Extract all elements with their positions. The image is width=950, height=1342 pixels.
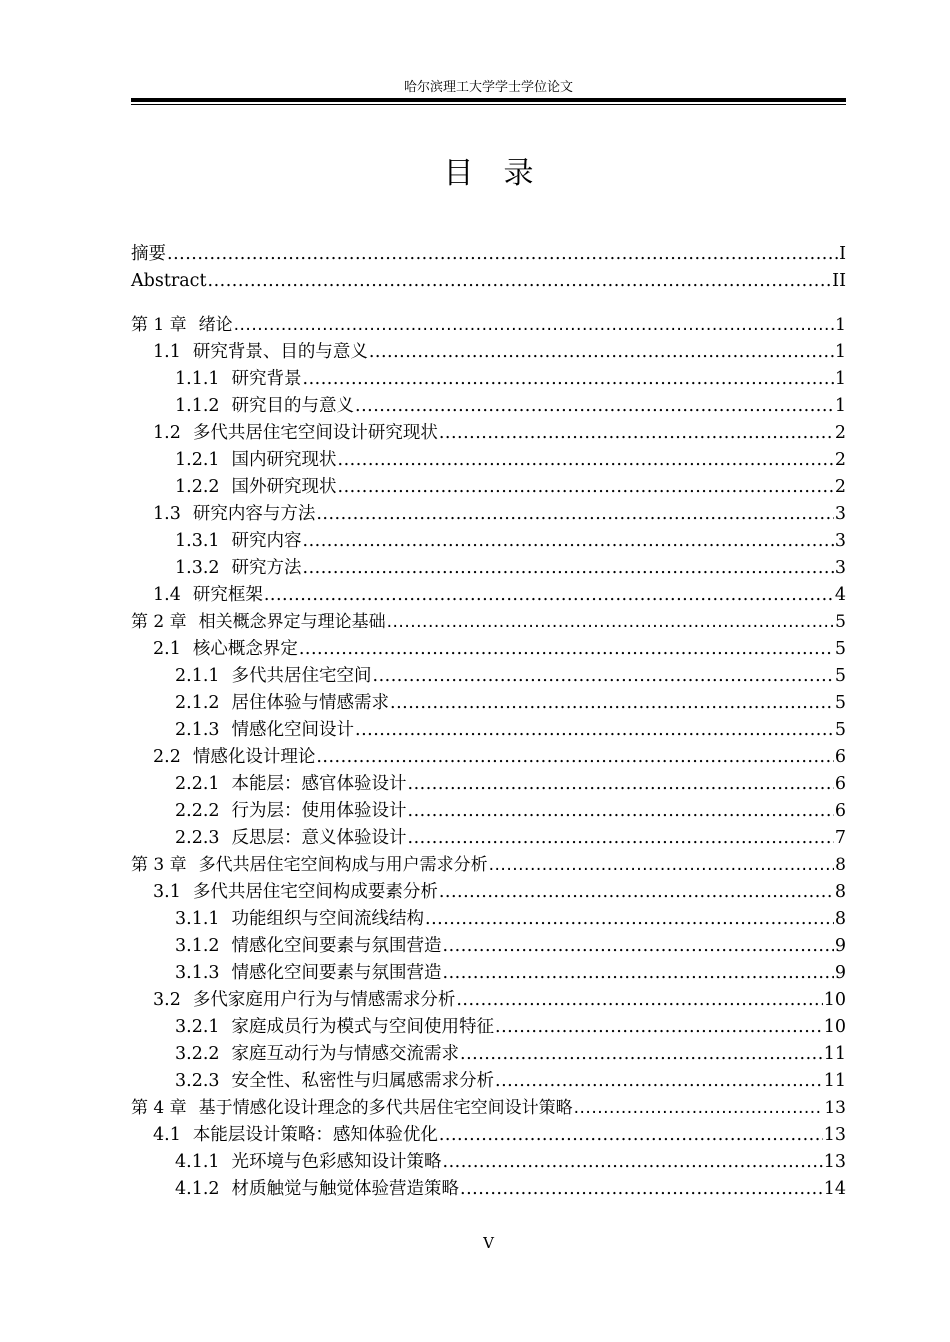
toc-entry-page: 8: [834, 909, 846, 929]
toc-entry-number: 2.2.3: [175, 828, 220, 848]
toc-entry[interactable]: [131, 744, 846, 771]
toc-entry-number: 3.1: [153, 882, 181, 902]
toc-entry-title: 材质触觉与触觉体验营造策略: [231, 1179, 460, 1199]
toc-entry-number: 2.1.2: [175, 693, 220, 713]
toc-entry-number: 1.3.2: [175, 558, 220, 578]
toc-entry-title: 家庭互动行为与情感交流需求: [231, 1044, 460, 1064]
toc-dot-leader: [425, 906, 834, 933]
toc-entry-number: 2.1.3: [175, 720, 220, 740]
toc-entry[interactable]: [131, 798, 846, 825]
toc-entry[interactable]: [131, 268, 846, 295]
toc-entry-title: 多代共居住宅空间构成要素分析: [192, 882, 438, 902]
toc-entry-title: 多代家庭用户行为与情感需求分析: [192, 990, 456, 1010]
toc-entry-number: 第 4 章: [131, 1098, 187, 1118]
toc-entry-title: 基于情感化设计理念的多代共居住宅空间设计策略: [198, 1098, 573, 1118]
toc-dot-leader: [408, 798, 834, 825]
toc-entry[interactable]: [131, 420, 846, 447]
toc-entry-title: 情感化空间要素与氛围营造: [231, 963, 442, 983]
toc-dot-leader: [387, 609, 835, 636]
toc-entry-title: 情感化设计理论: [192, 747, 316, 767]
toc-entry-number: 1.2: [153, 423, 181, 443]
toc-dot-leader: [443, 933, 834, 960]
toc-entry-title: 研究内容: [231, 531, 302, 551]
toc-entry-number: 1.3: [153, 504, 181, 524]
toc-entry-title: 绪论: [198, 315, 233, 335]
toc-entry-page: 5: [835, 612, 846, 632]
toc-entry-number: 1.3.1: [175, 531, 220, 551]
toc-entry-title: 安全性、私密性与归属感需求分析: [231, 1071, 495, 1091]
toc-entry[interactable]: [131, 636, 846, 663]
toc-dot-leader: [574, 1095, 824, 1122]
toc-entry-title: 多代共居住宅空间设计研究现状: [192, 423, 438, 443]
toc-entry-number: 2.2: [153, 747, 181, 767]
toc-entry-number: 3.2.1: [175, 1017, 220, 1037]
toc-entry-page: 13: [824, 1098, 846, 1118]
toc-entry-page: 6: [834, 801, 846, 821]
toc-entry[interactable]: [131, 474, 846, 501]
toc-entry-title: 光环境与色彩感知设计策略: [231, 1152, 442, 1172]
toc-entry[interactable]: [131, 339, 846, 366]
table-of-contents: [131, 241, 846, 1203]
toc-entry-number: 4.1: [153, 1125, 181, 1145]
toc-dot-leader: [303, 366, 834, 393]
toc-dot-leader: [495, 1014, 823, 1041]
toc-dot-leader: [408, 825, 834, 852]
toc-entry[interactable]: [131, 609, 846, 636]
toc-entry-number: 2.2.2: [175, 801, 220, 821]
toc-entry-page: 11: [823, 1071, 846, 1091]
header-rule-thin: [131, 104, 846, 105]
toc-entry-page: 13: [823, 1125, 846, 1145]
toc-dot-leader: [439, 879, 834, 906]
toc-entry-number: 3.1.3: [175, 963, 220, 983]
toc-entry-title: 研究背景、目的与意义: [192, 342, 368, 362]
toc-entry-page: II: [832, 271, 846, 291]
toc-dot-leader: [316, 744, 834, 771]
toc-dot-leader: [234, 312, 835, 339]
toc-entry-page: 2: [834, 423, 846, 443]
toc-entry-title: 行为层：使用体验设计: [231, 801, 407, 821]
toc-entry-page: 5: [834, 693, 846, 713]
toc-entry-title: 本能层：感官体验设计: [231, 774, 407, 794]
toc-entry-title: 核心概念界定: [192, 639, 298, 659]
toc-entry-title: 相关概念界定与理论基础: [198, 612, 386, 632]
toc-dot-leader: [495, 1068, 823, 1095]
toc-dot-leader: [369, 339, 834, 366]
toc-entry-page: 2: [834, 450, 846, 470]
toc-entry-title: 国外研究现状: [231, 477, 337, 497]
toc-entry[interactable]: [131, 1176, 846, 1203]
toc-dot-leader: [303, 555, 834, 582]
toc-entry-page: 1: [834, 369, 846, 389]
toc-dot-leader: [338, 474, 834, 501]
toc-entry[interactable]: [131, 960, 846, 987]
toc-entry-title: 研究背景: [231, 369, 302, 389]
toc-entry-page: 3: [834, 504, 846, 524]
toc-entry-number: 3.1.2: [175, 936, 220, 956]
toc-entry-page: 3: [834, 558, 846, 578]
running-header: 哈尔滨理工大学学士学位论文: [403, 80, 573, 95]
toc-entry-number: 3.2.3: [175, 1071, 220, 1091]
toc-entry[interactable]: [131, 717, 846, 744]
toc-entry-page: 1: [834, 342, 846, 362]
toc-entry-title: 多代共居住宅空间: [231, 666, 372, 686]
toc-entry[interactable]: [131, 1122, 846, 1149]
toc-entry-number: 1.1: [153, 342, 181, 362]
toc-entry-number: 4.1.2: [175, 1179, 220, 1199]
toc-entry-number: 1.1.1: [175, 369, 220, 389]
toc-entry[interactable]: [131, 825, 846, 852]
toc-dot-leader: [316, 501, 834, 528]
toc-entry-number: 2.1: [153, 639, 181, 659]
toc-entry[interactable]: [131, 771, 846, 798]
toc-dot-leader: [439, 420, 834, 447]
toc-entry-title: 反思层：意义体验设计: [231, 828, 407, 848]
toc-entry-page: 7: [834, 828, 846, 848]
toc-entry-title: 研究内容与方法: [192, 504, 316, 524]
toc-entry-title: 研究目的与意义: [231, 396, 355, 416]
toc-entry[interactable]: [131, 312, 846, 339]
toc-entry-title: 摘要: [131, 244, 166, 264]
toc-entry[interactable]: [131, 1014, 846, 1041]
toc-entry[interactable]: [131, 906, 846, 933]
toc-entry-page: I: [839, 244, 846, 264]
toc-entry[interactable]: [131, 987, 846, 1014]
toc-entry-page: 13: [823, 1152, 846, 1172]
toc-dot-leader: [303, 528, 834, 555]
toc-entry-page: 11: [823, 1044, 846, 1064]
toc-entry-number: 1.4: [153, 585, 181, 605]
toc-entry[interactable]: [131, 1041, 846, 1068]
toc-entry-number: 第 2 章: [131, 612, 187, 632]
toc-entry-title: 功能组织与空间流线结构: [231, 909, 425, 929]
toc-entry-title: 国内研究现状: [231, 450, 337, 470]
toc-entry-page: 9: [834, 963, 846, 983]
toc-entry-page: 1: [835, 315, 846, 335]
toc-entry-page: 14: [823, 1179, 846, 1199]
toc-entry[interactable]: [131, 555, 846, 582]
toc-entry-number: 2.1.1: [175, 666, 220, 686]
toc-entry-page: 5: [834, 639, 846, 659]
toc-entry-number: 第 1 章: [131, 315, 187, 335]
toc-entry-number: 3.1.1: [175, 909, 220, 929]
toc-dot-leader: [299, 636, 834, 663]
toc-dot-leader: [264, 582, 834, 609]
toc-entry[interactable]: [131, 933, 846, 960]
page-number: V: [483, 1234, 494, 1252]
toc-entry-title: 研究方法: [231, 558, 302, 578]
toc-entry-page: 9: [834, 936, 846, 956]
toc-dot-leader: [355, 717, 834, 744]
toc-entry-page: 10: [823, 1017, 846, 1037]
toc-entry[interactable]: [131, 447, 846, 474]
toc-entry-number: 3.2: [153, 990, 181, 1010]
toc-entry-title: 家庭成员行为模式与空间使用特征: [231, 1017, 495, 1037]
toc-entry-page: 4: [834, 585, 846, 605]
toc-entry-title: 多代共居住宅空间构成与用户需求分析: [198, 855, 488, 875]
toc-dot-leader: [373, 663, 834, 690]
toc-entry-number: 2.2.1: [175, 774, 220, 794]
toc-entry-number: 第 3 章: [131, 855, 187, 875]
toc-entry-title: Abstract: [131, 271, 207, 291]
toc-entry[interactable]: [131, 528, 846, 555]
toc-entry-page: 3: [834, 531, 846, 551]
toc-dot-leader: [408, 771, 834, 798]
toc-dot-leader: [167, 241, 838, 268]
toc-entry[interactable]: [131, 393, 846, 420]
toc-dot-leader: [443, 1149, 823, 1176]
toc-dot-leader: [355, 393, 834, 420]
toc-entry[interactable]: [131, 1095, 846, 1122]
toc-entry-title: 情感化空间设计: [231, 720, 355, 740]
toc-dot-leader: [456, 987, 822, 1014]
toc-entry-page: 8: [834, 882, 846, 902]
toc-entry-number: 1.1.2: [175, 396, 220, 416]
header-rule-thick: [131, 98, 846, 102]
toc-entry-page: 6: [834, 747, 846, 767]
toc-dot-leader: [460, 1041, 823, 1068]
toc-entry-title: 居住体验与情感需求: [231, 693, 390, 713]
toc-entry[interactable]: [131, 501, 846, 528]
page-title: 目录: [443, 156, 564, 191]
toc-entry-number: 1.2.1: [175, 450, 220, 470]
toc-entry-page: 10: [823, 990, 846, 1010]
toc-entry-page: 5: [834, 720, 846, 740]
toc-dot-leader: [439, 1122, 823, 1149]
toc-dot-leader: [443, 960, 834, 987]
toc-entry[interactable]: [131, 366, 846, 393]
toc-dot-leader: [489, 852, 835, 879]
toc-dot-leader: [338, 447, 834, 474]
toc-entry-page: 8: [835, 855, 846, 875]
toc-entry[interactable]: [131, 690, 846, 717]
toc-entry-page: 5: [834, 666, 846, 686]
toc-entry[interactable]: [131, 852, 846, 879]
toc-entry-title: 情感化空间要素与氛围营造: [231, 936, 442, 956]
toc-entry-title: 研究框架: [192, 585, 263, 605]
toc-entry[interactable]: [131, 663, 846, 690]
toc-entry[interactable]: [131, 1068, 846, 1095]
toc-entry[interactable]: [131, 241, 846, 268]
toc-entry[interactable]: [131, 1149, 846, 1176]
toc-entry-page: 1: [834, 396, 846, 416]
toc-dot-leader: [390, 690, 834, 717]
toc-entry-number: 3.2.2: [175, 1044, 220, 1064]
toc-dot-leader: [208, 268, 832, 295]
toc-entry[interactable]: [131, 582, 846, 609]
toc-entry-title: 本能层设计策略：感知体验优化: [192, 1125, 438, 1145]
toc-entry-page: 6: [834, 774, 846, 794]
toc-entry[interactable]: [131, 879, 846, 906]
toc-entry-number: 1.2.2: [175, 477, 220, 497]
toc-dot-leader: [460, 1176, 823, 1203]
toc-entry-page: 2: [834, 477, 846, 497]
toc-entry-number: 4.1.1: [175, 1152, 220, 1172]
